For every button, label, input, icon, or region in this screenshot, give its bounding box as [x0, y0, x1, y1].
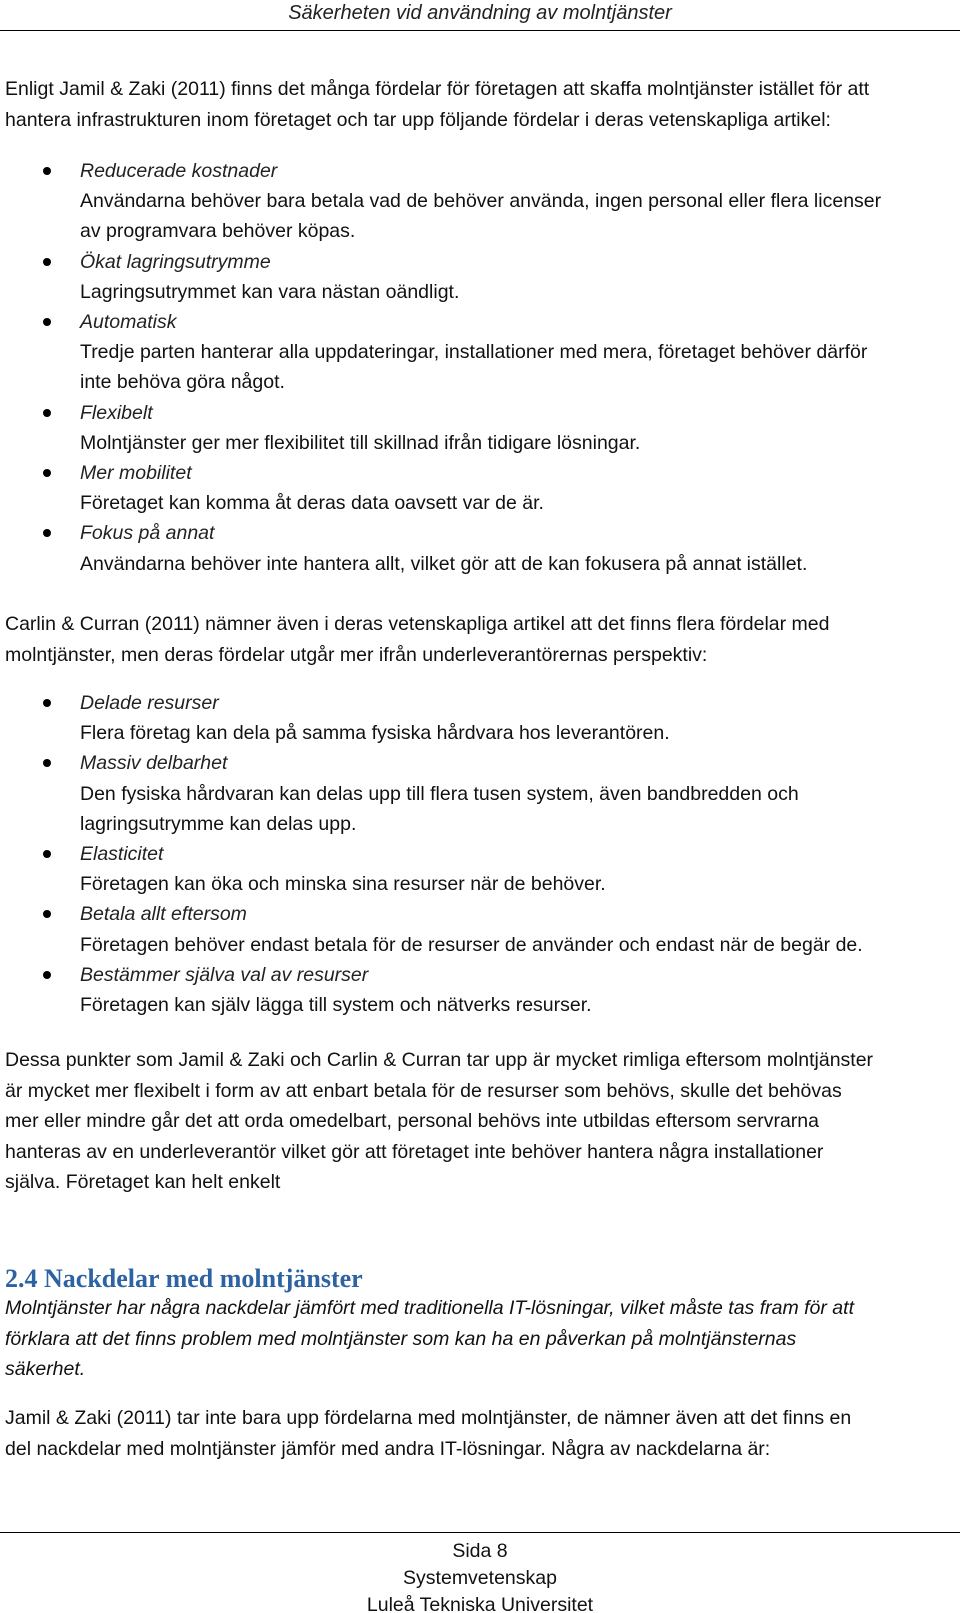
bullet-icon [43, 258, 51, 266]
list-item [5, 748, 955, 839]
list-item-title: Reducerade kostnader [80, 160, 278, 182]
list-item-title: Bestämmer själva val av resurser [80, 963, 369, 986]
section-intro-italic: Molntjänster har några nackdelar jämfört med traditionella IT-lösningar, vilket måste tas fram för att förklara att det finns problem med molntjänster som kan ha en påverkan på molntjänsternas säkerhet. [5, 1297, 854, 1380]
list-item-description: Lagringsutrymmet kan vara nästan oändligt. [80, 280, 460, 303]
bullet-icon [43, 759, 51, 767]
list-item-description: Företagen kan själv lägga till system och nätverks resurser. [80, 994, 592, 1017]
list-item-title: Massiv delbarhet [80, 752, 228, 775]
footer-department: Systemvetenskap [403, 1567, 557, 1589]
bullet-icon [43, 971, 51, 979]
list-item-description: Användarna behöver inte hantera allt, vilket gör att de kan fokusera på annat istället. [80, 552, 808, 575]
list-item-title: Betala allt eftersom [80, 903, 247, 926]
bullet-icon [43, 318, 51, 326]
list-item-title: Flexibelt [80, 401, 153, 424]
bullet-icon [43, 850, 51, 858]
list-item [5, 518, 955, 578]
list-item [5, 156, 955, 247]
bullet-icon [43, 469, 51, 477]
list-item-title: Ökat lagringsutrymme [80, 250, 271, 273]
list-item [5, 458, 955, 518]
carlin-curran-paragraph: Carlin & Curran (2011) nämner även i deras vetenskapliga artikel att det finns flera fördelar med molntjänster, men deras fördelar utgår mer ifrån underleverantörernas perspektiv: [5, 613, 830, 666]
list-item-title: Fokus på annat [80, 522, 215, 545]
intro-paragraph: Enligt Jamil & Zaki (2011) finns det många fördelar för företagen att skaffa molntjänster istället för att hantera infrastrukturen inom företaget och tar upp följande fördelar i deras vetenskapliga artikel: [5, 78, 870, 131]
page-number: Sida 8 [452, 1540, 508, 1562]
list-item-title: Delade resurser [80, 692, 219, 714]
footer-university: Luleå Tekniska Universitet [366, 1594, 594, 1613]
list-item-title: Automatisk [80, 311, 177, 334]
summary-paragraph: Dessa punkter som Jamil & Zaki och Carlin & Curran tar upp är mycket rimliga eftersom molntjänster är mycket mer flexibelt i form av att enbart betala för de resurser som behövs, skulle det behövas mer eller mindre går det att orda omedelbart, personal behövs inte utbildas eftersom servrarna hanteras av en underleverantör vilket gör att företaget inte behöver hantera några installationer själva. Företaget kan helt enkelt [5, 1049, 874, 1193]
list-item [5, 247, 955, 307]
list-item-description: Tredje parten hanterar alla uppdateringar, installationer med mera, företaget behöver därför inte behöva göra något. [80, 341, 868, 394]
list-item [5, 899, 955, 959]
list-item-title: Mer mobilitet [80, 462, 192, 485]
section-heading: 2.4 Nackdelar med molntjänster [5, 1264, 363, 1293]
list-item [5, 960, 955, 1020]
list-item-description: Flera företag kan dela på samma fysiska hårdvara hos leverantören. [80, 722, 670, 745]
list-item-title: Elasticitet [80, 843, 164, 866]
list-item-description: Den fysiska hårdvaran kan delas upp till flera tusen system, även bandbredden och lagringsutrymme kan delas upp. [80, 782, 799, 835]
section-paragraph: Jamil & Zaki (2011) tar inte bara upp fördelarna med molntjänster, de nämner även att det finns en del nackdelar med molntjänster jämför med andra IT-lösningar. Några av nackdelarna är: [5, 1407, 852, 1460]
running-header [0, 0, 960, 31]
advantages-list-carlin-curran [5, 688, 955, 1020]
running-footer [0, 1532, 960, 1613]
bullet-icon [43, 910, 51, 918]
bullet-icon [43, 167, 51, 175]
bullet-icon [43, 409, 51, 417]
document-title: Säkerheten vid användning av molntjänster [288, 2, 672, 24]
advantages-list-jamil-zaki [5, 156, 955, 579]
bullet-icon [43, 529, 51, 537]
list-item [5, 688, 955, 748]
list-item-description: Företagen behöver endast betala för de resurser de använder och endast när de begär de. [80, 933, 863, 956]
list-item [5, 398, 955, 458]
list-item [5, 839, 955, 899]
bullet-icon [43, 699, 51, 707]
list-item-description: Företagen kan öka och minska sina resurser när de behöver. [80, 873, 606, 896]
list-item-description: Molntjänster ger mer flexibilitet till skillnad ifrån tidigare lösningar. [80, 431, 641, 454]
list-item-description: Företaget kan komma åt deras data oavsett var de är. [80, 492, 544, 515]
list-item-description: Användarna behöver bara betala vad de behöver använda, ingen personal eller flera licenser av programvara behöver köpas. [80, 190, 882, 243]
list-item [5, 307, 955, 398]
